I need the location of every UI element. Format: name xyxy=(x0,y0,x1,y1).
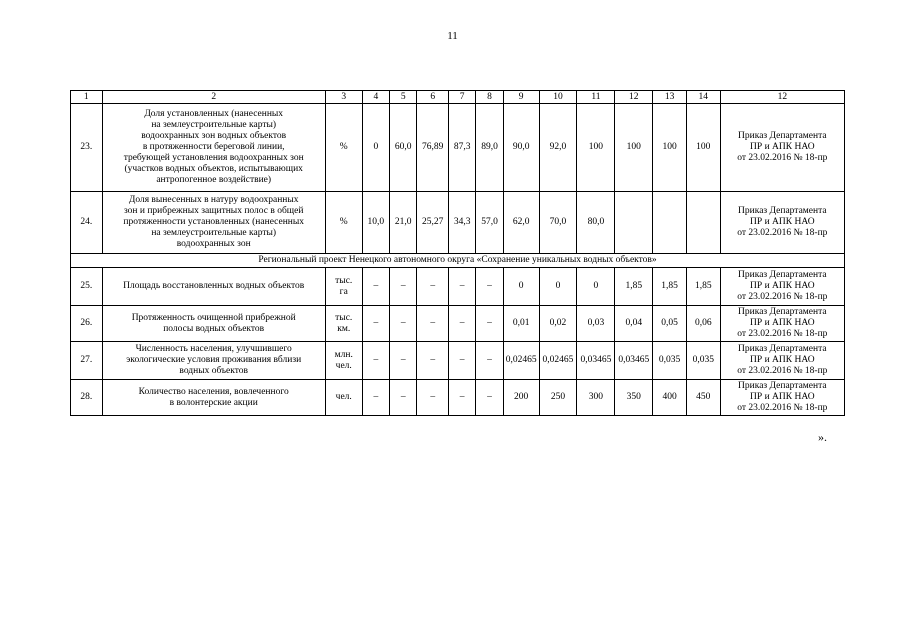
indicator-name: Количество населения, вовлеченного в волонтерские акции xyxy=(102,380,325,416)
value-cell: 1,85 xyxy=(653,268,687,306)
value-cell: – xyxy=(362,306,389,342)
value-cell: 1,85 xyxy=(686,268,720,306)
source-cell: Приказ Департамента ПР и АПК НАО от 23.02.2016 № 18-пр xyxy=(720,380,844,416)
value-cell: – xyxy=(476,380,503,416)
value-cell: – xyxy=(476,306,503,342)
header-cell: 8 xyxy=(476,91,503,104)
indicator-name: Доля вынесенных в натуру водоохранных зон и прибрежных защитных полос в общей протяженности установленных (нанесенных на землеустроительные карты) водоохранных зон xyxy=(102,192,325,254)
value-cell: – xyxy=(417,268,449,306)
indicator-name: Протяженность очищенной прибрежной полосы водных объектов xyxy=(102,306,325,342)
header-cell: 9 xyxy=(503,91,539,104)
value-cell: 1,85 xyxy=(615,268,653,306)
value-cell: – xyxy=(476,268,503,306)
value-cell xyxy=(653,192,687,254)
value-cell: – xyxy=(390,342,417,380)
header-cell: 5 xyxy=(390,91,417,104)
value-cell: 0,035 xyxy=(653,342,687,380)
value-cell: 57,0 xyxy=(476,192,503,254)
row-number: 28. xyxy=(71,380,103,416)
value-cell: – xyxy=(362,342,389,380)
value-cell: 0,035 xyxy=(686,342,720,380)
value-cell: 76,89 xyxy=(417,104,449,192)
row-number: 24. xyxy=(71,192,103,254)
value-cell: 60,0 xyxy=(390,104,417,192)
header-cell: 1 xyxy=(71,91,103,104)
section-title: Региональный проект Ненецкого автономного округа «Сохранение уникальных водных объектов» xyxy=(71,254,845,268)
value-cell: 92,0 xyxy=(539,104,577,192)
header-cell: 10 xyxy=(539,91,577,104)
header-cell: 7 xyxy=(448,91,475,104)
header-cell: 11 xyxy=(577,91,615,104)
value-cell: – xyxy=(448,380,475,416)
value-cell: 70,0 xyxy=(539,192,577,254)
value-cell: – xyxy=(448,342,475,380)
value-cell: 0,04 xyxy=(615,306,653,342)
header-cell: 4 xyxy=(362,91,389,104)
value-cell: 0,02465 xyxy=(503,342,539,380)
value-cell: 250 xyxy=(539,380,577,416)
row-number: 26. xyxy=(71,306,103,342)
value-cell: 100 xyxy=(653,104,687,192)
value-cell: – xyxy=(390,268,417,306)
closing-quote: ». xyxy=(818,430,827,444)
value-cell: – xyxy=(417,380,449,416)
value-cell: 0,01 xyxy=(503,306,539,342)
value-cell: 10,0 xyxy=(362,192,389,254)
unit-cell: чел. xyxy=(325,380,362,416)
value-cell: 87,3 xyxy=(448,104,475,192)
indicator-name: Площадь восстановленных водных объектов xyxy=(102,268,325,306)
unit-cell: млн. чел. xyxy=(325,342,362,380)
header-cell: 13 xyxy=(653,91,687,104)
value-cell: 450 xyxy=(686,380,720,416)
value-cell: 0,03465 xyxy=(615,342,653,380)
indicator-name: Доля установленных (нанесенных на землеустроительные карты) водоохранных зон водных объектов в протяженности береговой линии, требующей установления водоохранных зон (участков водных объектов, испытывающих антропогенное воздействие) xyxy=(102,104,325,192)
page-number: 11 xyxy=(447,30,458,42)
value-cell: 350 xyxy=(615,380,653,416)
header-cell: 12 xyxy=(615,91,653,104)
table-row xyxy=(71,380,845,416)
value-cell: 0 xyxy=(362,104,389,192)
source-cell: Приказ Департамента ПР и АПК НАО от 23.02.2016 № 18-пр xyxy=(720,104,844,192)
source-cell: Приказ Департамента ПР и АПК НАО от 23.02.2016 № 18-пр xyxy=(720,192,844,254)
value-cell: 62,0 xyxy=(503,192,539,254)
header-row xyxy=(71,91,845,104)
value-cell: 400 xyxy=(653,380,687,416)
value-cell: 80,0 xyxy=(577,192,615,254)
unit-cell: % xyxy=(325,104,362,192)
row-number: 27. xyxy=(71,342,103,380)
source-cell: Приказ Департамента ПР и АПК НАО от 23.02.2016 № 18-пр xyxy=(720,342,844,380)
value-cell: – xyxy=(448,306,475,342)
row-number: 23. xyxy=(71,104,103,192)
value-cell: – xyxy=(476,342,503,380)
header-cell: 3 xyxy=(325,91,362,104)
value-cell: 0 xyxy=(577,268,615,306)
value-cell: 0,03465 xyxy=(577,342,615,380)
value-cell: 25,27 xyxy=(417,192,449,254)
table-row xyxy=(71,192,845,254)
value-cell: 34,3 xyxy=(448,192,475,254)
unit-cell: % xyxy=(325,192,362,254)
value-cell: 300 xyxy=(577,380,615,416)
value-cell: 89,0 xyxy=(476,104,503,192)
value-cell xyxy=(686,192,720,254)
table-row xyxy=(71,342,845,380)
header-cell: 6 xyxy=(417,91,449,104)
value-cell xyxy=(615,192,653,254)
value-cell: 90,0 xyxy=(503,104,539,192)
source-cell: Приказ Департамента ПР и АПК НАО от 23.02.2016 № 18-пр xyxy=(720,306,844,342)
value-cell: 100 xyxy=(686,104,720,192)
value-cell: – xyxy=(390,380,417,416)
unit-cell: тыс. га xyxy=(325,268,362,306)
table-row xyxy=(71,104,845,192)
value-cell: 200 xyxy=(503,380,539,416)
value-cell: 0,06 xyxy=(686,306,720,342)
value-cell: 0,02465 xyxy=(539,342,577,380)
value-cell: – xyxy=(362,268,389,306)
table-row xyxy=(71,306,845,342)
value-cell: – xyxy=(417,342,449,380)
section-row xyxy=(71,254,845,268)
header-cell: 12 xyxy=(720,91,844,104)
header-cell: 14 xyxy=(686,91,720,104)
source-cell: Приказ Департамента ПР и АПК НАО от 23.02.2016 № 18-пр xyxy=(720,268,844,306)
value-cell: 0,05 xyxy=(653,306,687,342)
value-cell: 21,0 xyxy=(390,192,417,254)
value-cell: 0 xyxy=(539,268,577,306)
indicator-name: Численность населения, улучшившего экологические условия проживания вблизи водных объектов xyxy=(102,342,325,380)
value-cell: 100 xyxy=(577,104,615,192)
indicator-table xyxy=(70,90,845,416)
value-cell: 100 xyxy=(615,104,653,192)
unit-cell: тыс. км. xyxy=(325,306,362,342)
value-cell: – xyxy=(362,380,389,416)
value-cell: – xyxy=(417,306,449,342)
row-number: 25. xyxy=(71,268,103,306)
value-cell: 0 xyxy=(503,268,539,306)
table-row xyxy=(71,268,845,306)
value-cell: 0,03 xyxy=(577,306,615,342)
header-cell: 2 xyxy=(102,91,325,104)
value-cell: – xyxy=(448,268,475,306)
value-cell: – xyxy=(390,306,417,342)
value-cell: 0,02 xyxy=(539,306,577,342)
